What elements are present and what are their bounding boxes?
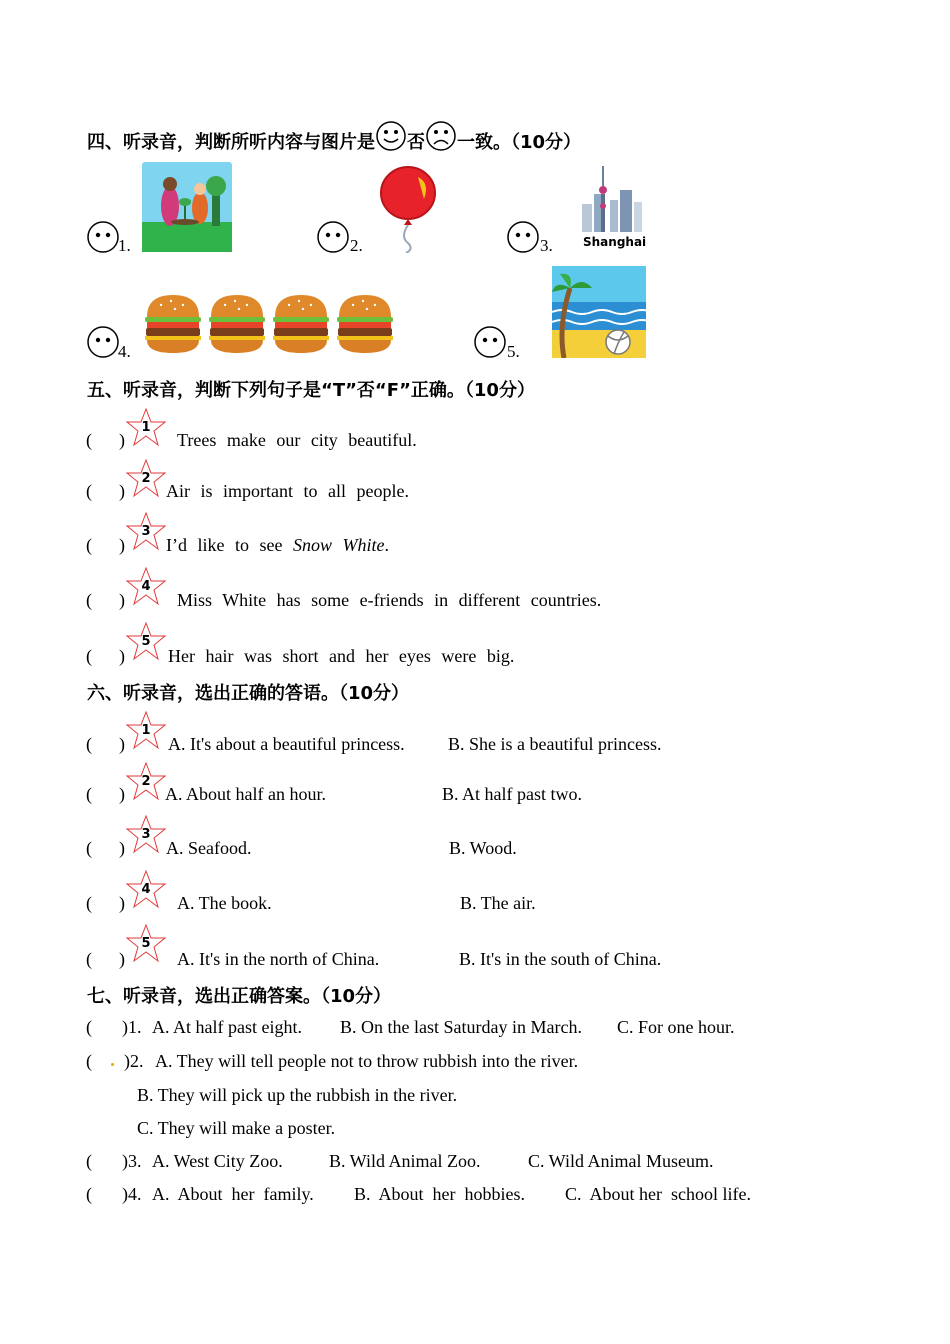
option-a[interactable]: A. Seafood. (166, 838, 252, 858)
option-b[interactable]: B. The air. (460, 893, 536, 913)
shanghai-caption: Shanghai (583, 235, 647, 249)
option-b[interactable]: B. She is a beautiful princess. (448, 734, 662, 754)
star-number-icon (126, 458, 166, 503)
option-c[interactable]: C. They will make a poster. (137, 1118, 336, 1138)
option-b[interactable]: B. They will pick up the rubbish in the river. (137, 1085, 458, 1105)
option-a[interactable]: A. About her family. (152, 1184, 314, 1204)
statement-text: I’d like to see Snow White. (166, 535, 389, 555)
svg-text:3: 3 (141, 827, 151, 842)
item-number: 1. (118, 236, 131, 255)
answer-face-1[interactable] (86, 220, 120, 259)
planting-trees-image (142, 162, 232, 257)
star-number-icon (126, 710, 166, 755)
svg-text:1: 1 (141, 420, 151, 435)
answer-blank[interactable]: ( ) (86, 734, 125, 754)
statement-text: Air is important to all people. (166, 481, 409, 501)
blank-face-icon (316, 220, 350, 254)
star-number-icon (126, 621, 166, 666)
statement-text: Miss White has some e-friends in different countries. (177, 590, 602, 610)
question-number: )1. (122, 1017, 142, 1037)
answer-blank[interactable]: ( ) (86, 838, 125, 858)
answer-blank[interactable]: ( ) (86, 430, 125, 450)
option-a[interactable]: A. It's about a beautiful princess. (168, 734, 405, 754)
option-a[interactable]: A. They will tell people not to throw rubbish into the river. (155, 1051, 579, 1071)
answer-face-4[interactable] (86, 325, 120, 364)
answer-blank[interactable]: ( ) (86, 481, 125, 501)
section7-title: 七、听录音，选出正确答案。（10分） (87, 986, 392, 1007)
question-number: )4. (122, 1184, 142, 1204)
sad-face-icon (425, 120, 457, 152)
beach-image (552, 266, 646, 363)
svg-text:5: 5 (141, 634, 151, 649)
item-number: 3. (540, 236, 553, 255)
answer-blank[interactable]: ( (86, 1151, 92, 1171)
option-b[interactable]: B. At half past two. (442, 784, 582, 804)
answer-blank[interactable]: ( ) (86, 949, 125, 969)
item-number: 4. (118, 342, 131, 361)
star-number-icon (126, 814, 166, 859)
section6-title: 六、听录音，选出正确的答语。（10分） (87, 683, 410, 704)
question-number: )3. (122, 1151, 142, 1171)
option-b[interactable]: B. Wild Animal Zoo. (329, 1151, 481, 1171)
svg-text:2: 2 (141, 471, 151, 486)
star-number-icon (126, 923, 166, 968)
star-number-icon (126, 869, 166, 914)
star-number-icon (126, 511, 166, 556)
statement-text: Her hair was short and her eyes were big. (168, 646, 515, 666)
hamburgers-image (145, 293, 395, 360)
answer-blank[interactable]: ( ) (86, 590, 125, 610)
section5-title: 五、听录音，判断下列句子是“T”否“F”正确。（10分） (87, 380, 535, 401)
blank-face-icon (86, 220, 120, 254)
option-b[interactable]: B. It's in the south of China. (459, 949, 662, 969)
blank-face-icon (86, 325, 120, 359)
answer-blank[interactable]: ( ) (86, 646, 125, 666)
smiley-face-icon (375, 120, 407, 152)
answer-face-2[interactable] (316, 220, 350, 259)
question-number: )2. (124, 1051, 144, 1071)
option-a[interactable]: A. The book. (177, 893, 272, 913)
answer-face-5[interactable] (473, 325, 507, 364)
svg-text:2: 2 (141, 774, 151, 789)
item-number: 2. (350, 236, 363, 255)
answer-blank[interactable]: ( ) (86, 535, 125, 555)
svg-text:5: 5 (141, 936, 151, 951)
option-b[interactable]: B. About her hobbies. (354, 1184, 525, 1204)
dot-mark (111, 1063, 114, 1066)
answer-blank[interactable]: ( (86, 1051, 92, 1071)
option-a[interactable]: A. About half an hour. (165, 784, 326, 804)
option-a[interactable]: A. At half past eight. (152, 1017, 302, 1037)
svg-text:3: 3 (141, 524, 151, 539)
option-c[interactable]: C. Wild Animal Museum. (528, 1151, 714, 1171)
blank-face-icon (506, 220, 540, 254)
svg-text:4: 4 (141, 579, 151, 594)
option-a[interactable]: A. West City Zoo. (152, 1151, 283, 1171)
star-number-icon (126, 761, 166, 806)
option-c[interactable]: C. About her school life. (565, 1184, 751, 1204)
answer-face-3[interactable] (506, 220, 540, 259)
section4-title: 四、听录音，判断所听内容与图片是 否 一致。（10分） (87, 128, 581, 154)
answer-blank[interactable]: ( ) (86, 784, 125, 804)
option-c[interactable]: C. For one hour. (617, 1017, 735, 1037)
shanghai-skyline-image (580, 164, 644, 241)
item-number: 5. (507, 342, 520, 361)
answer-blank[interactable]: ( ) (86, 893, 125, 913)
red-balloon-image (378, 165, 440, 258)
star-number-icon (126, 566, 166, 611)
svg-text:1: 1 (141, 723, 151, 738)
blank-face-icon (473, 325, 507, 359)
statement-text: Trees make our city beautiful. (177, 430, 417, 450)
answer-blank[interactable]: ( (86, 1184, 92, 1204)
option-b[interactable]: B. Wood. (449, 838, 517, 858)
star-number-icon (126, 407, 166, 452)
option-b[interactable]: B. On the last Saturday in March. (340, 1017, 582, 1037)
svg-text:4: 4 (141, 882, 151, 897)
option-a[interactable]: A. It's in the north of China. (177, 949, 380, 969)
answer-blank[interactable]: ( (86, 1017, 92, 1037)
